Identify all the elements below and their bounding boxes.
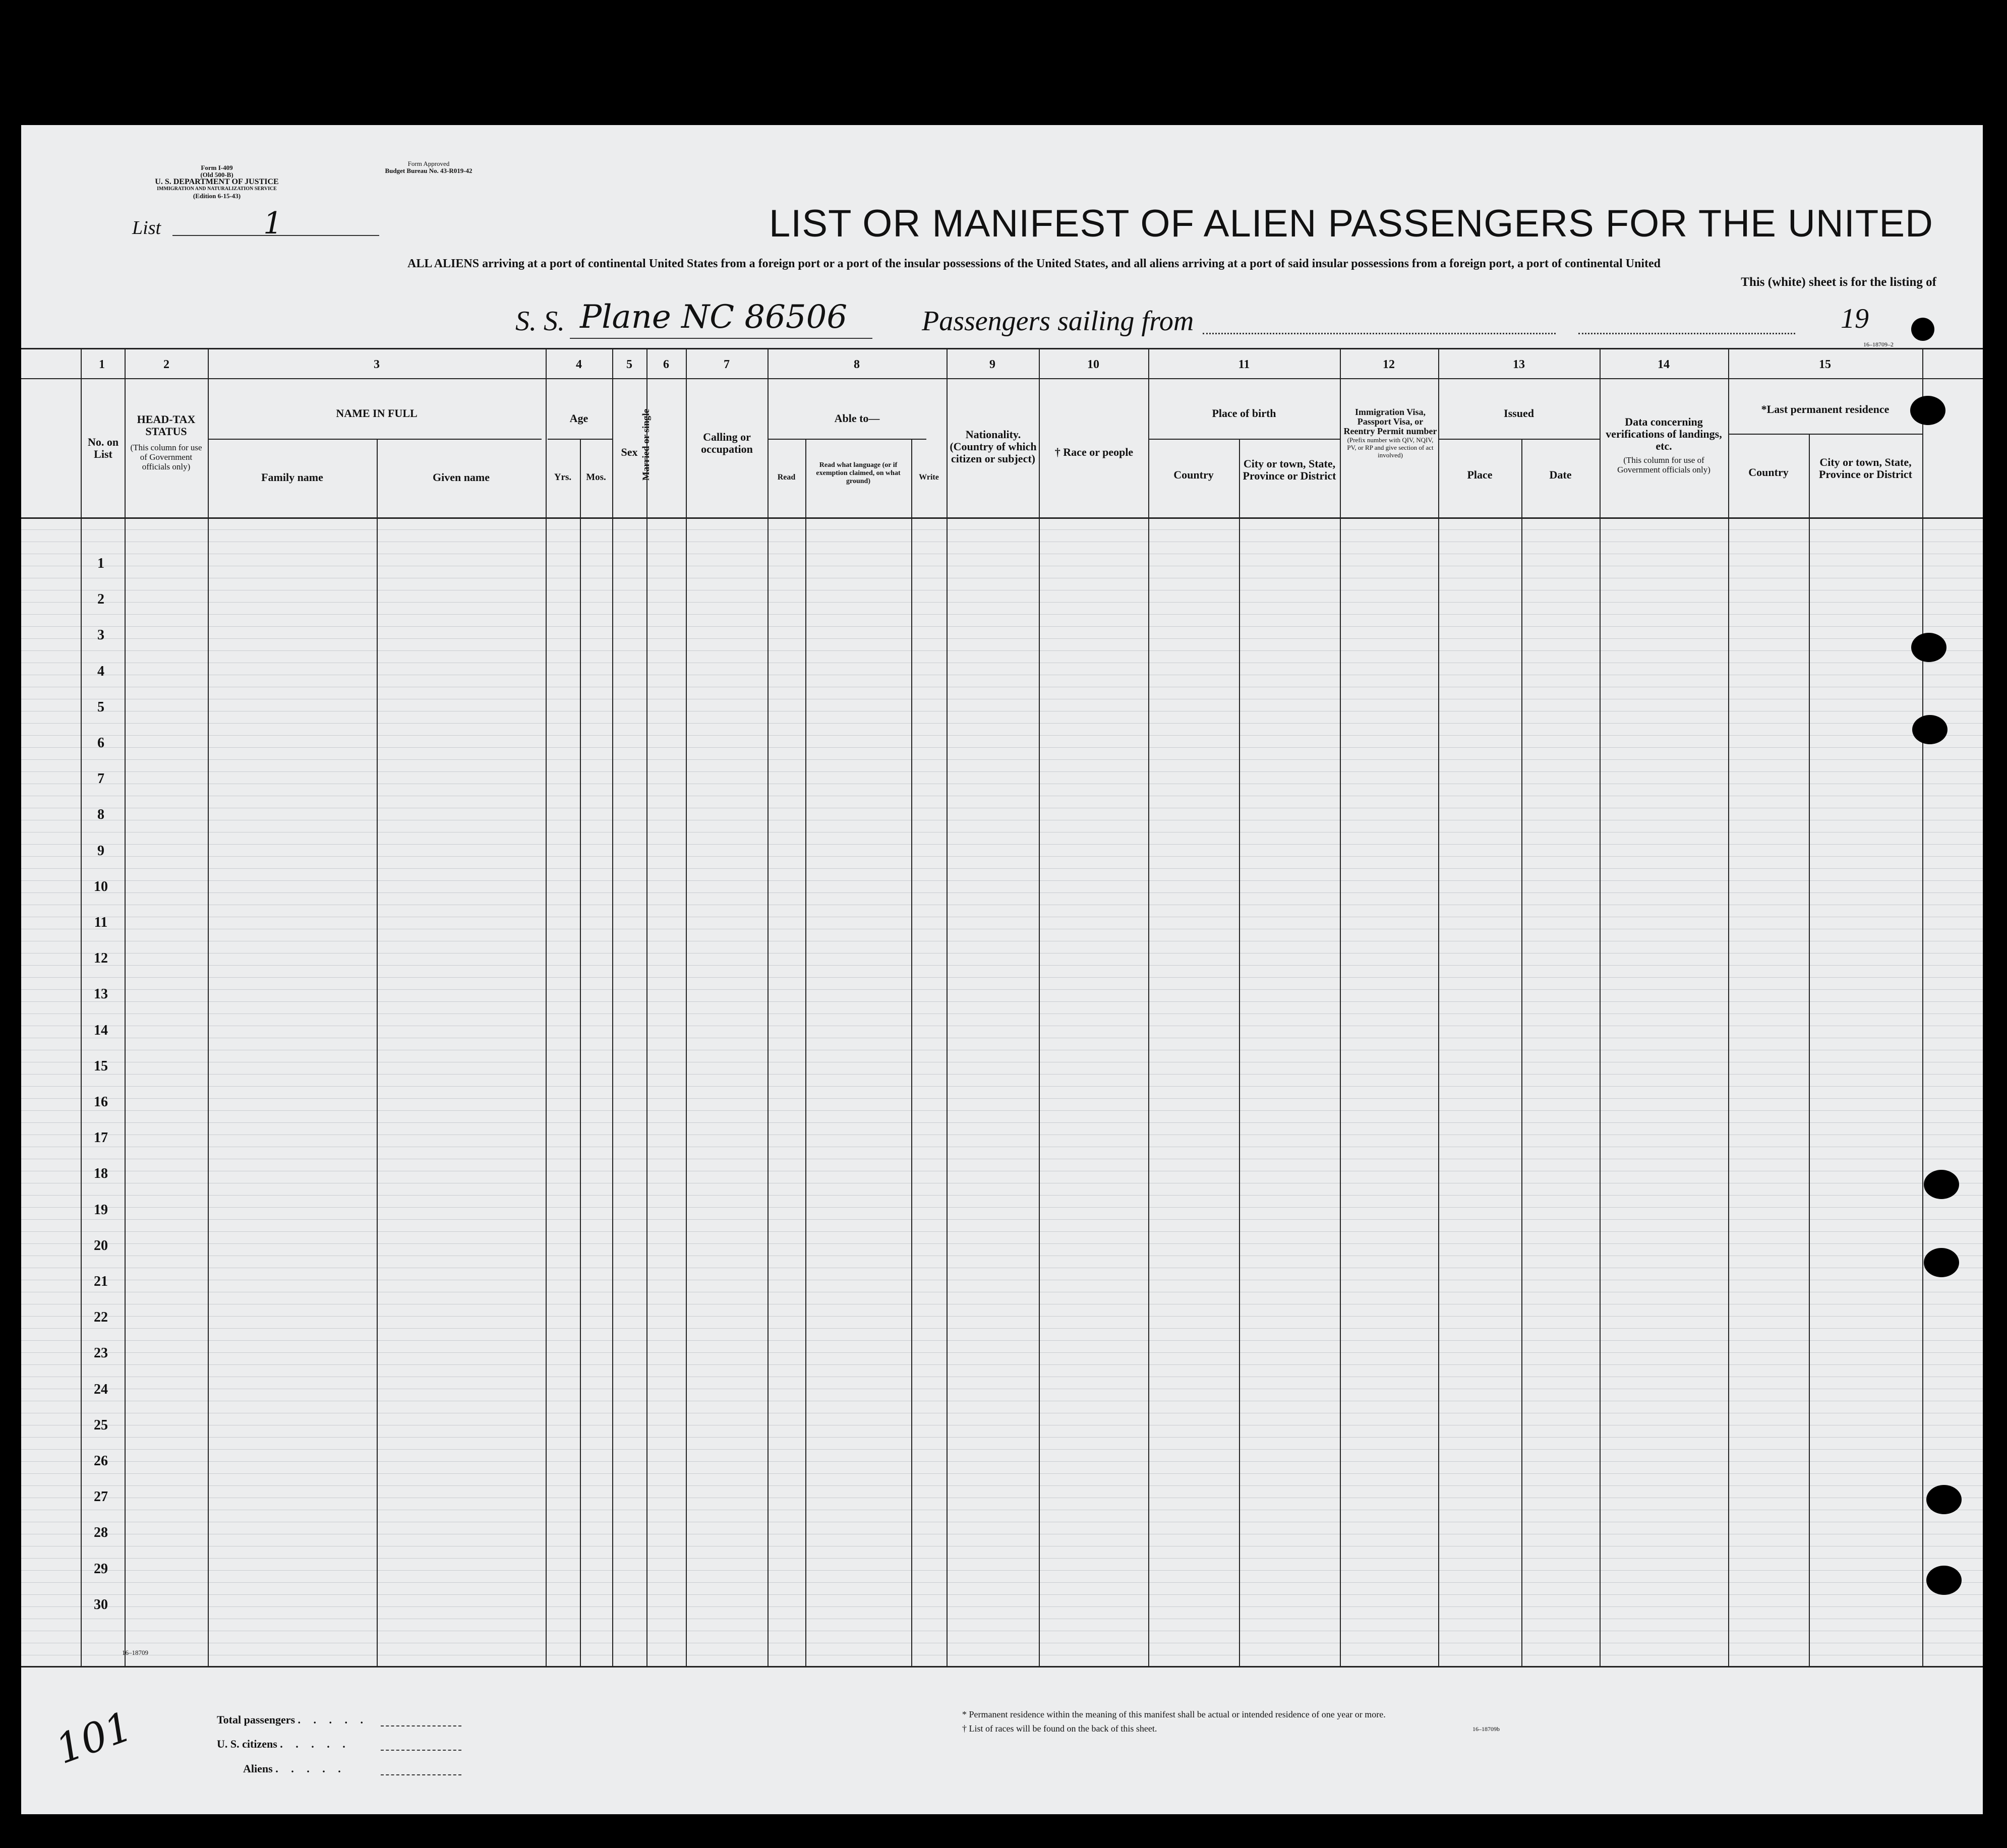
ruled-line [21,1074,1983,1075]
header-name-in-full: NAME IN FULL [336,407,418,420]
ruled-line [21,650,1983,651]
ruled-line [21,1086,1983,1087]
header-yrs: Yrs. [554,472,572,483]
row-number: 14 [94,1022,108,1038]
row-number: 21 [94,1274,108,1289]
header-country: Country [1173,468,1214,481]
header-head-tax-note: (This column for use of Government officials only) [130,443,202,471]
row-number: 15 [94,1058,108,1074]
punch-hole [1912,715,1947,744]
col-number-3: 3 [374,358,380,371]
ruled-line [21,602,1983,603]
ruled-line [21,1231,1983,1232]
row-number: 2 [97,591,104,608]
ruled-line [21,977,1983,978]
col-divider-4b [580,439,581,1666]
header-visa-note: (Prefix number with QIV, NQIV, PV, or RP and give section of act involved) [1347,436,1434,459]
header-no-on-list: No. on List [87,436,119,460]
birth-subdivider [1148,439,1340,440]
approval-text: Form Approved [407,160,450,167]
subtitle-line-2: This (white) sheet is for the listing of [1741,275,1936,289]
ruled-line [21,1340,1983,1341]
row-number: 29 [94,1561,108,1577]
row-number: 6 [97,735,104,751]
footnote-races: † List of races will be found on the back of this sheet. [962,1723,1157,1734]
list-label: List [132,217,161,239]
header-given-name: Given name [432,471,490,484]
ruled-line [21,892,1983,893]
col-number-10: 10 [1087,358,1099,371]
header-data-concerning-label: Data concerning verifications of landings, etc. [1606,415,1722,452]
col-divider-4 [546,348,547,1666]
row-number: 18 [94,1166,108,1182]
row-number: 13 [94,986,108,1002]
sailing-label: Passengers sailing from [922,306,1194,337]
col-number-6: 6 [663,358,669,371]
aliens-label: Aliens [243,1762,273,1775]
able-subdivider [768,439,926,440]
header-head-tax-label: HEAD-TAX STATUS [137,413,196,438]
header-last-residence: *Last permanent residence [1761,403,1890,415]
col-divider-8c [911,439,912,1666]
row-number: 16 [94,1094,108,1110]
budget-text: Budget Bureau No. 43-R019-42 [385,167,473,174]
header-bottom-border [21,517,1983,519]
header-read-what: Read what language (or if exemption claimed, on what ground) [816,461,901,485]
row-number: 3 [97,627,104,643]
ruled-line [21,1364,1983,1365]
total-passengers-label: Total passengers [217,1713,296,1726]
col-number-14: 14 [1658,358,1670,371]
name-subdivider [208,439,542,440]
punch-hole [1926,1485,1962,1514]
vessel-prefix: S. S. [515,306,565,337]
handwritten-margin-note: 101 [49,1702,139,1773]
col-number-11: 11 [1238,358,1250,371]
print-code-bottom: 16–18709 [122,1649,148,1656]
footer-us-citizens: U. S. citizens . . . . . [217,1738,350,1750]
col-divider-13 [1438,348,1439,1666]
col-divider-12 [1340,348,1341,1666]
row-number: 27 [94,1489,108,1505]
service: IMMIGRATION AND NATURALIZATION SERVICE [157,186,277,192]
list-number: 1 [263,206,283,241]
ruled-line [21,856,1983,857]
ruled-line [21,771,1983,772]
ruled-line [21,735,1983,736]
row-number: 19 [94,1202,108,1218]
col-divider-16 [1922,348,1923,1666]
ruled-line [21,1352,1983,1353]
row-number: 28 [94,1525,108,1541]
header-mos: Mos. [586,472,606,483]
col-divider-7 [686,348,687,1666]
ruled-line [21,880,1983,881]
ruled-line [21,1437,1983,1438]
col-number-1: 1 [99,358,105,371]
row-number: 20 [94,1237,108,1254]
ruled-line [21,868,1983,869]
row-number: 10 [94,878,108,895]
row-number: 11 [94,915,108,930]
row-number: 17 [94,1130,108,1146]
col-number-2: 2 [163,358,169,371]
table-bottom-border [21,1666,1983,1667]
ruled-line [21,1219,1983,1220]
header-write: Write [919,473,939,482]
print-code-top: 16–18709–2 [1863,341,1894,348]
punch-hole [1911,318,1934,341]
col-number-12: 12 [1383,358,1395,371]
subtitle-line-1: ALL ALIENS arriving at a port of continental United States from a foreign port or a port of the insular possessions of the United States, and all aliens arriving at a port of said insular possessions from a foreign port, a port of continental United [407,257,1661,270]
form-number: Form I-409 [201,164,233,171]
ruled-line [21,626,1983,627]
col-divider-14 [1600,348,1601,1666]
col-number-9: 9 [989,358,995,371]
col-number-13: 13 [1513,358,1525,371]
header-calling: Calling or occupation [701,431,753,455]
form-id-block [121,164,313,200]
row-number: 9 [97,843,104,859]
header-read: Read [777,473,796,482]
col-divider-8b [805,439,806,1666]
punch-hole [1924,1170,1959,1199]
ruled-line [21,1582,1983,1583]
year-prefix: 19 [1841,303,1869,334]
col-divider-11 [1148,348,1149,1666]
header-issued: Issued [1504,407,1534,420]
ruled-line [21,844,1983,845]
issued-subdivider [1438,439,1600,440]
ruled-line [21,723,1983,724]
header-date: Date [1549,468,1572,481]
table-top-border [21,348,1983,349]
row-number: 25 [94,1417,108,1433]
row-number: 24 [94,1381,108,1397]
ruled-line [21,1570,1983,1571]
col-divider-5 [612,348,613,1666]
col-divider-6 [646,348,647,1666]
punch-hole [1910,396,1945,425]
row-number: 8 [97,807,104,823]
total-passengers-field[interactable] [381,1725,461,1726]
col-number-7: 7 [724,358,730,371]
header-place: Place [1467,468,1493,481]
ruled-line [21,759,1983,760]
row-number: 4 [97,663,104,679]
vessel-underline [570,338,872,339]
row-number: 7 [97,771,104,787]
row-number: 22 [94,1309,108,1326]
column-number-divider [21,378,1983,379]
footer-aliens: Aliens . . . . . [243,1762,346,1775]
col-divider-15b [1809,434,1810,1666]
ruled-line [21,747,1983,748]
header-age: Age [569,412,588,425]
us-citizens-field[interactable] [381,1750,461,1751]
col-divider-3b [377,439,378,1666]
header-data-concerning [1602,416,1726,474]
department: U. S. DEPARTMENT OF JUSTICE [155,177,279,186]
ruled-line [21,1122,1983,1123]
residence-subdivider [1728,434,1922,435]
header-city-town-2: City or town, State, Province or District [1819,456,1912,481]
ruled-line [21,1098,1983,1099]
col-number-8: 8 [854,358,860,371]
old-number: (Old 500-B) [200,171,233,178]
punch-hole [1924,1248,1959,1277]
footer-total-passengers: Total passengers . . . . . [217,1713,369,1726]
sailing-from-field[interactable] [1203,333,1556,334]
sailing-date-field[interactable] [1578,333,1795,334]
header-visa [1342,407,1438,459]
ruled-line [21,1449,1983,1450]
header-head-tax [127,413,205,471]
col-divider-3 [208,348,209,1666]
header-able-to: Able to— [834,412,880,425]
ruled-line [21,1461,1983,1462]
col-divider-2 [125,348,126,1666]
manifest-table [21,348,1983,1666]
header-place-of-birth: Place of birth [1212,407,1276,420]
row-number: 12 [94,950,108,967]
row-number: 5 [97,699,104,715]
header-race: † Race or people [1054,446,1134,458]
col-number-5: 5 [626,358,632,371]
header-family-name: Family name [261,471,323,484]
ruled-line [21,1243,1983,1244]
header-city-town: City or town, State, Province or District [1243,457,1336,482]
ruled-line [21,1316,1983,1317]
col-number-15: 15 [1819,358,1831,371]
ruled-line [21,638,1983,639]
punch-hole [1911,633,1946,662]
ruled-line [21,1558,1983,1559]
col-divider-8 [768,348,769,1666]
footer-print-code: 16–18709b [1472,1725,1500,1733]
us-citizens-label: U. S. citizens [217,1738,277,1750]
col-divider-10 [1039,348,1040,1666]
header-sex: Sex [621,446,638,458]
ruled-line [21,965,1983,966]
ruled-line [21,1594,1983,1595]
list-field [132,206,384,242]
col-number-4: 4 [576,358,582,371]
col-divider-9 [947,348,948,1666]
ruled-line [21,1485,1983,1486]
aliens-field[interactable] [381,1774,461,1775]
approval-block [353,160,504,174]
ruled-line [21,1001,1983,1002]
footnote-permanent-residence: * Permanent residence within the meaning of this manifest shall be actual or intended residence of one year or more. [962,1709,1386,1719]
vessel-name: Plane NC 86506 [580,299,848,336]
col-divider-13b [1521,439,1522,1666]
ruled-line [21,989,1983,990]
row-number: 23 [94,1345,108,1361]
edition: (Edition 6-15-43) [193,192,241,200]
ruled-line [21,529,1983,530]
ruled-line [21,614,1983,615]
col-divider-11b [1239,439,1240,1666]
page-title: LIST OR MANIFEST OF ALIEN PASSENGERS FOR THE UNITED [769,202,1933,245]
header-country-2: Country [1748,466,1789,479]
punch-hole [1926,1566,1962,1595]
ruled-line [21,1328,1983,1329]
header-data-note: (This column for use of Government officials only) [1617,455,1710,474]
col-divider-15 [1728,348,1729,1666]
header-married: Married or single [641,408,652,481]
ruled-line [21,1195,1983,1196]
row-number: 26 [94,1453,108,1469]
header-visa-label: Immigration Visa, Passport Visa, or Reentry Permit number [1343,407,1437,436]
row-number: 1 [97,556,104,571]
ruled-line [21,1110,1983,1111]
ruled-line [21,1606,1983,1607]
ruled-line [21,1207,1983,1208]
row-number: 30 [94,1596,108,1613]
header-nationality: Nationality. (Country of which citizen or subject) [950,428,1037,465]
ruled-line [21,1473,1983,1474]
